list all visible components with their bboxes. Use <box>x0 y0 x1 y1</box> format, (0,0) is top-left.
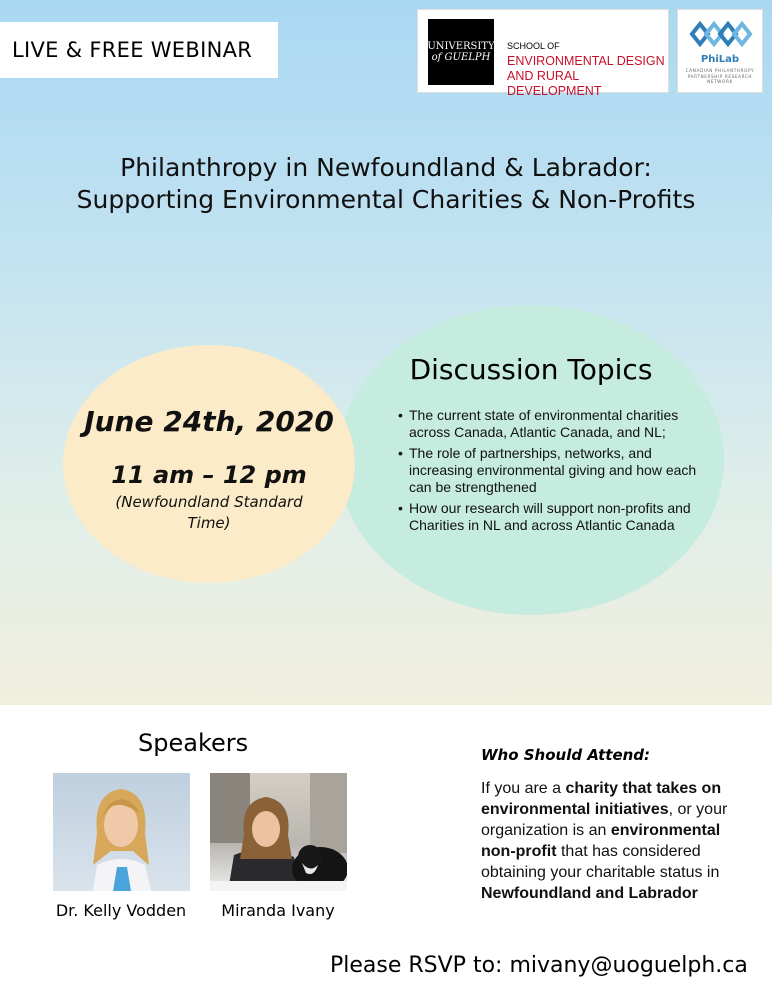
who-should-attend-text <box>481 778 756 904</box>
attend-text-1: If you are a <box>481 780 566 797</box>
speaker-portrait-image <box>53 773 190 891</box>
list-item: • How our research will support non-profits and Charities in NL and across Atlantic Canada <box>398 500 698 534</box>
philab-subtitle: CANADIAN PHILANTHROPY PARTNERSHIP RESEARCH NETWORK <box>685 68 755 84</box>
speakers-heading: Speakers <box>138 729 249 757</box>
guelph-wordmark-line1: UNIVERSITY <box>427 41 495 52</box>
attend-bold-province: Newfoundland and Labrador <box>481 885 698 902</box>
who-should-attend-heading: Who Should Attend: <box>481 746 651 764</box>
webinar-badge: LIVE & FREE WEBINAR <box>0 22 278 78</box>
philab-chain-icon <box>688 18 754 50</box>
discussion-heading: Discussion Topics <box>409 353 653 386</box>
philab-logo <box>677 9 763 93</box>
school-name <box>507 54 668 99</box>
event-timezone: (Newfoundland Standard Time) <box>115 493 303 532</box>
school-of-label: SCHOOL OF <box>507 41 560 51</box>
speaker-portrait-image <box>210 773 347 891</box>
page-title <box>0 152 772 216</box>
rsvp-line: Please RSVP to: mivany@uoguelph.ca <box>330 953 748 978</box>
school-name-line2: AND RURAL DEVELOPMENT <box>507 69 602 98</box>
guelph-wordmark-line2: of GUELPH <box>431 52 491 63</box>
university-of-guelph-logo <box>417 9 669 98</box>
speaker-photo-kelly-vodden <box>53 773 190 891</box>
attend-bold-charity: charity that takes on environmental initiatives <box>481 780 722 818</box>
list-item: • The current state of environmental charities across Canada, Atlantic Canada, and NL; <box>398 407 698 441</box>
speaker-name: Dr. Kelly Vodden <box>55 901 187 920</box>
attend-text-2: , or your organization is an <box>481 801 728 839</box>
topics-list <box>398 407 698 538</box>
title-line2: Supporting Environmental Charities & Non-Profits <box>76 185 696 214</box>
guelph-wordmark <box>428 19 494 85</box>
list-item: • The role of partnerships, networks, and increasing environmental giving and how each can be strengthened <box>398 445 698 496</box>
speaker-photo-miranda-ivany <box>210 773 347 891</box>
attend-text-3: that has considered obtaining your charitable status in <box>481 843 720 881</box>
speaker-name: Miranda Ivany <box>221 901 335 920</box>
school-name-line1: ENVIRONMENTAL DESIGN <box>507 54 665 68</box>
attend-bold-nonprofit: environmental non-profit <box>481 822 721 860</box>
philab-name: PhiLab <box>700 54 740 65</box>
title-line1: Philanthropy in Newfoundland & Labrador: <box>120 153 652 182</box>
event-time: 11 am – 12 pm <box>111 461 307 489</box>
event-date: June 24th, 2020 <box>84 405 334 438</box>
